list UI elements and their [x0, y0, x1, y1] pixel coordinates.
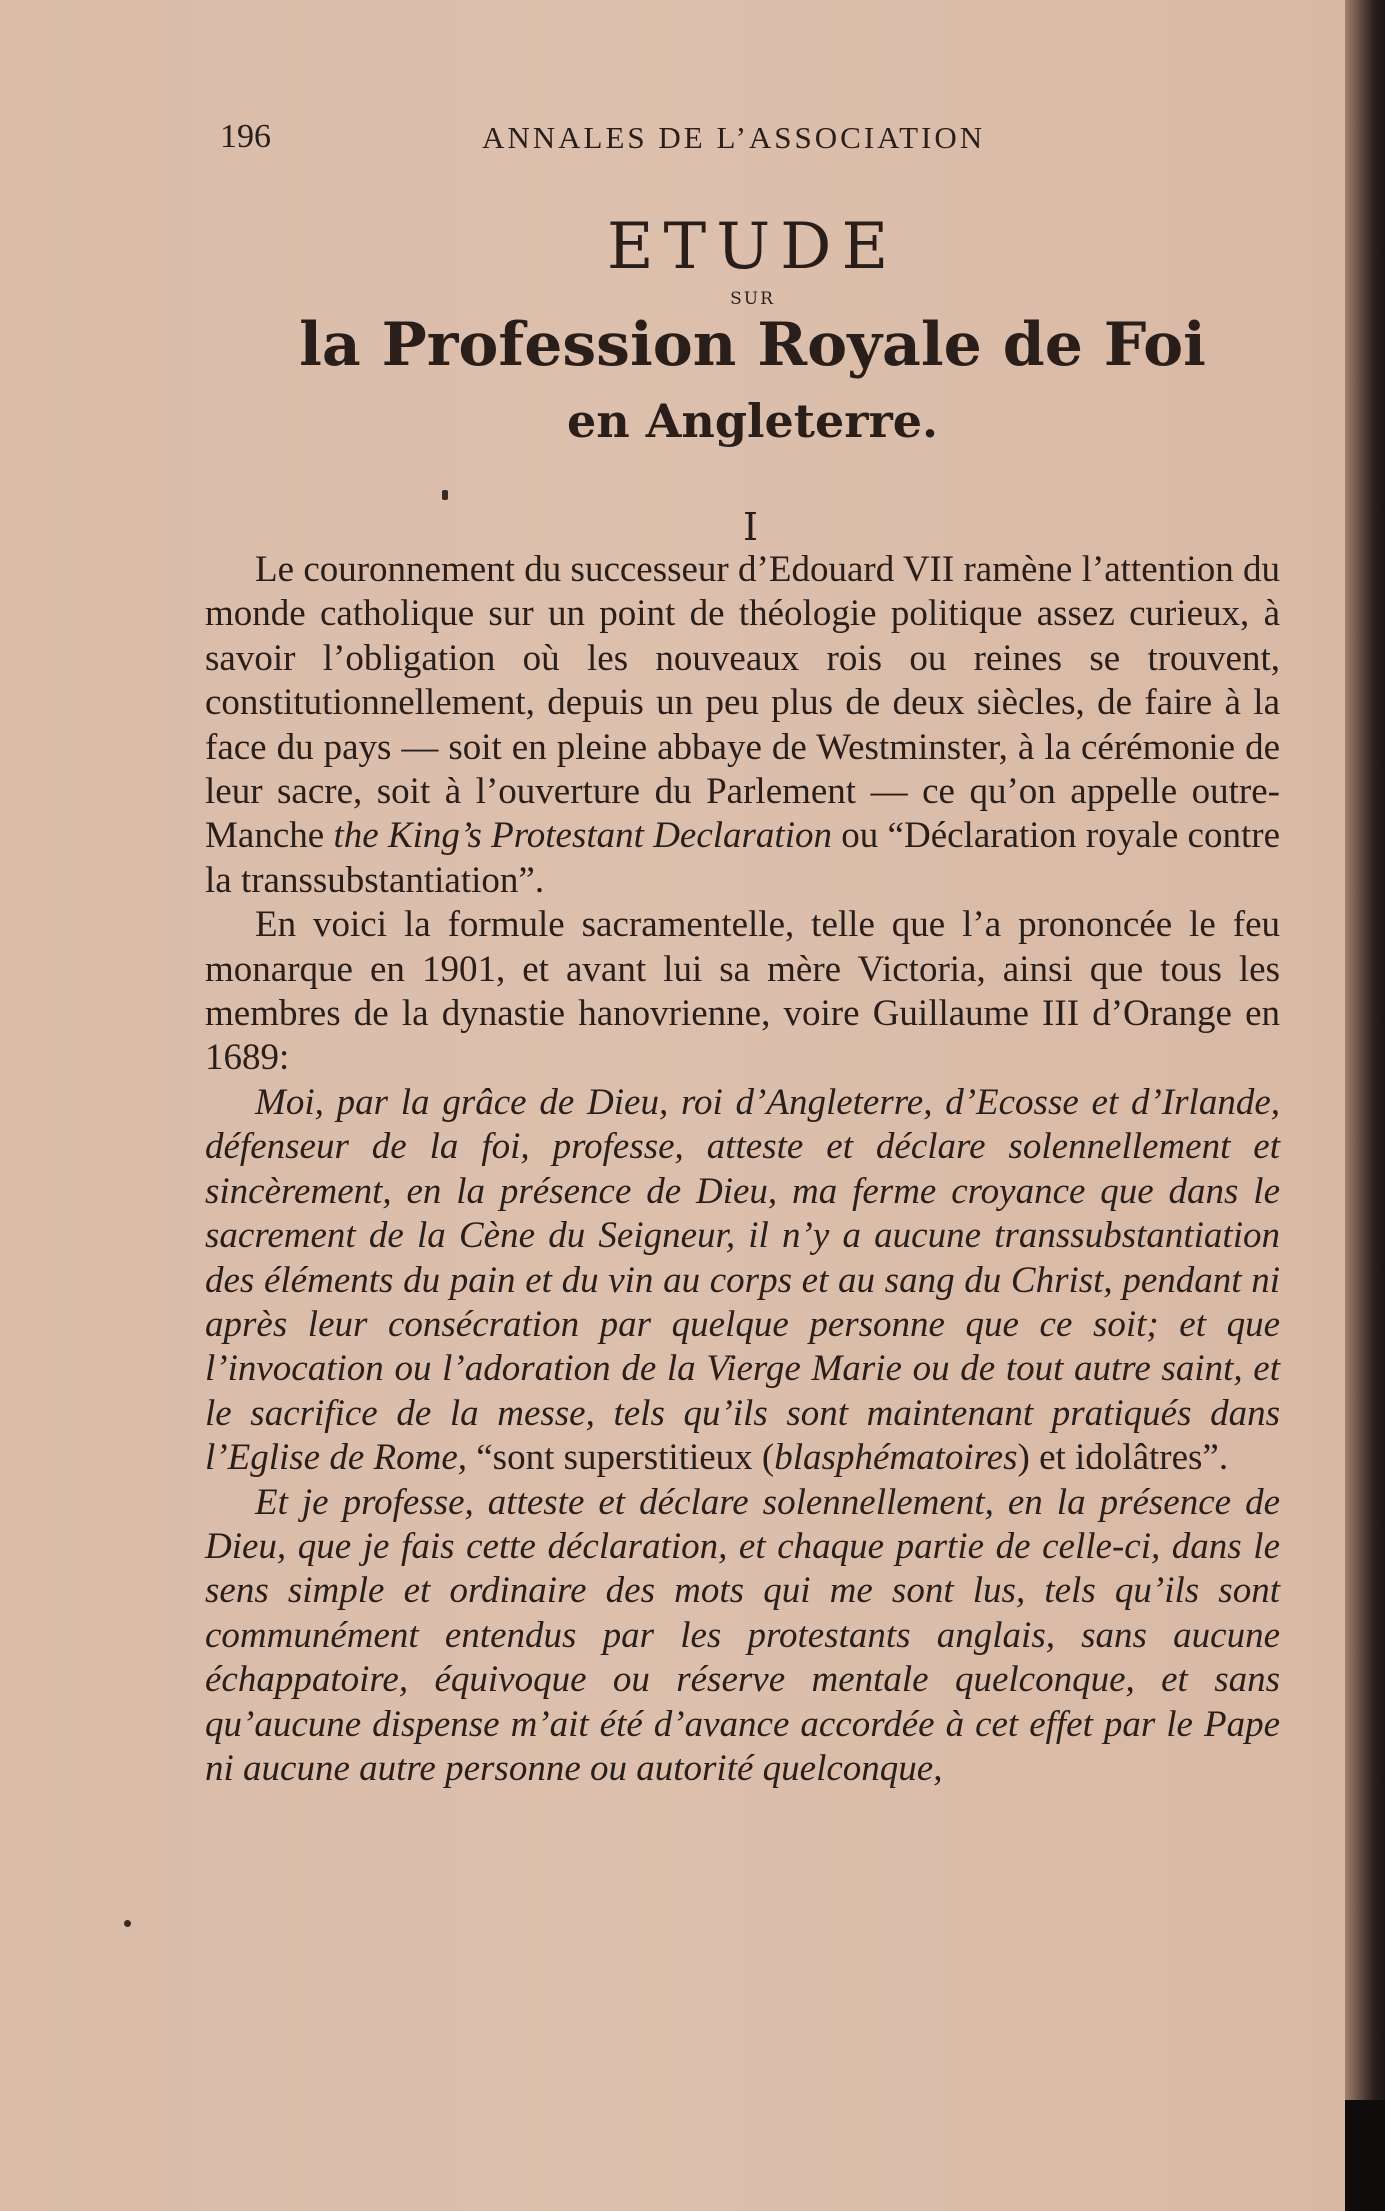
- article-title-block: [0, 210, 1345, 448]
- paragraph-intro-italic: the King’s Protestant Declaration: [333, 815, 832, 857]
- paragraph-intro: [205, 548, 1280, 903]
- section-numeral: I: [742, 505, 758, 549]
- paragraph-intro-end: ou “Déclaration royale contre la transsubstantiation”.: [205, 815, 1281, 901]
- article-place: en Angleterre.: [566, 394, 939, 448]
- paragraph-declaration-italic-word: blasphématoires: [774, 1437, 1018, 1479]
- paragraph-declaration-text: “sont superstitieux (: [467, 1437, 775, 1479]
- paragraph-profession: Et je professe, atteste et déclare solennellement, en la présence de Dieu, que je fais cette déclaration, et chaque partie de celle-ci, dans le sens simple et ordinaire des mots qui me sont lus, tels qu’ils sont communément entendus par les protestants anglais, sans aucune échappatoire, équivoque ou réserve mentale quelconque, et sans qu’aucune dispense m’ait été d’avance accordée à cet effet par le Pape ni aucune autre personne ou autorité quelconque,: [205, 1481, 1280, 1789]
- paragraph-declaration-italic: Moi, par la grâce de Dieu, roi d’Angleterre, d’Ecosse et d’Irlande, défenseur de la foi, professe, atteste et déclare solennellement et sincèrement, en la présence de Dieu, ma ferme croyance que dans le sacrement de la Cène du Seigneur, il n’y a aucune transsubstantiation des éléments du pain et du vin au corps et au sang du Christ, pendant ni après leur consécration par quelque personne que ce soit; et que l’invocation ou l’adoration de la Vierge Marie ou de tout autre saint, et le sacrifice de la messe, tels qu’ils sont maintenant pratiqués dans l’Eglise de Rome,: [205, 1081, 1280, 1479]
- book-gutter-shadow: [1345, 2100, 1385, 2211]
- page-number: 196: [220, 118, 271, 155]
- running-head: [220, 118, 1040, 162]
- article-body: [205, 548, 1280, 1791]
- running-head-title: ANNALES DE L’ASSOCIATION: [482, 120, 986, 155]
- article-title-connector: SUR: [730, 289, 775, 309]
- paragraph-declaration: [205, 1081, 1280, 1481]
- paragraph-formula-intro: En voici la formule sacramentelle, telle que l’a prononcée le feu monarque en 1901, et avant lui sa mère Victoria, ainsi que tous les membres de la dynastie hanovrienne, voire Guillaume III d’Orange en 1689:: [205, 904, 1280, 1079]
- paragraph-declaration-end: ) et idolâtres”.: [1017, 1437, 1229, 1479]
- paragraph-intro-text: Le couronnement du successeur d’Edouard VII ramène l’attention du monde catholique sur un point de théologie politique assez curieux, à savoir l’obligation où les nouveaux rois ou reines se trouvent, constitutionnellement, depuis un peu plus de deux siècles, de faire à la face du pays — soit en pleine abbaye de Westminster, à la cérémonie de leur sacre, soit à l’ouverture du Parlement — ce qu’on appelle outre-Manche: [205, 549, 1280, 857]
- article-subject: la Profession Royale de Foi: [299, 310, 1206, 380]
- book-gutter-edge: [1345, 0, 1385, 2211]
- margin-dot: [124, 1920, 131, 1927]
- ink-speck: [442, 490, 448, 500]
- article-title: ETUDE: [606, 210, 899, 284]
